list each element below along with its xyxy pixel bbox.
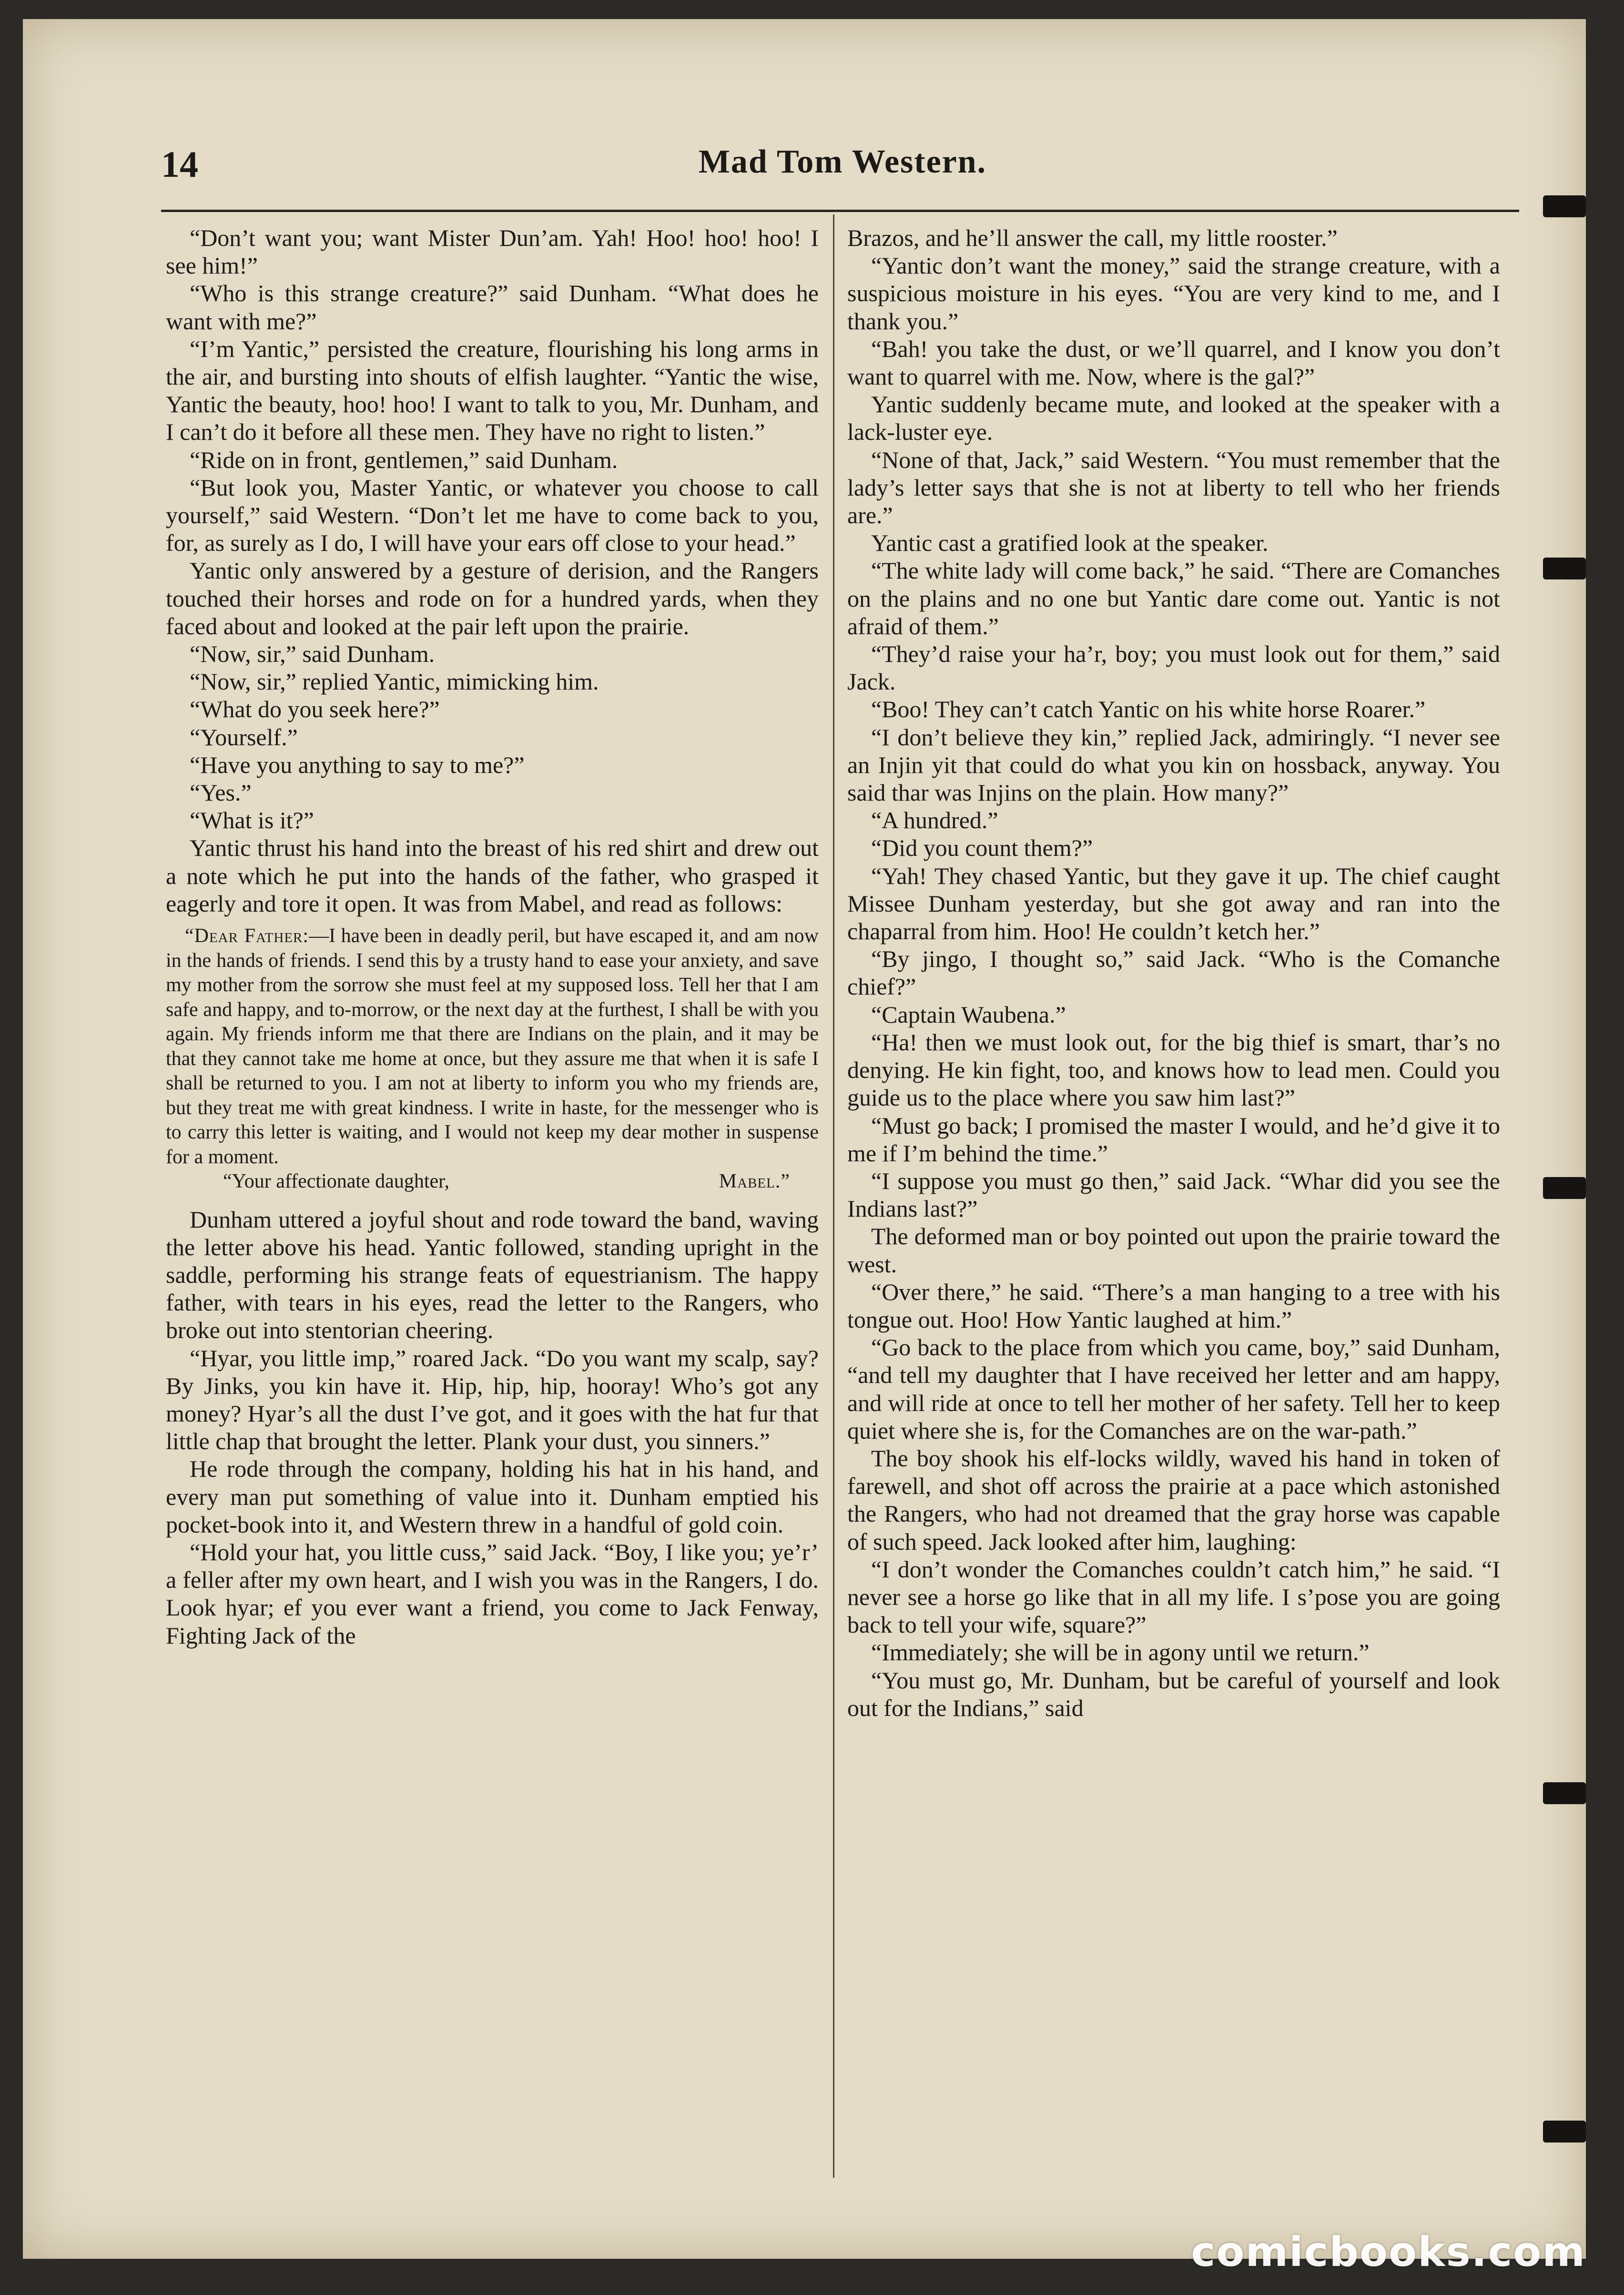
paragraph: “Have you anything to say to me?” [190, 751, 525, 778]
paragraph: “I’m Yantic,” persisted the creature, flourishing his long arms in the air, and bursting into shouts of elfish laughter. “Yantic the wise, Yantic the beauty, hoo! hoo! I want to talk to you, Mr. Dunham, and I can’t do it before all these men. They have no right to listen.” [166, 335, 819, 446]
paragraph: He rode through the company, holding his hat in his hand, and every man put something of value into it. Dunham emptied his pocket-book into it, and Western threw in a handful of gold coin. [166, 1455, 819, 1538]
paragraph: Yantic only answered by a gesture of derision, and the Rangers touched their horses and rode on for a hundred yards, when they faced about and looked at the pair left upon the prairie. [166, 557, 819, 640]
binding-staple-mark [1543, 1782, 1586, 1804]
left-column [166, 224, 819, 2197]
paragraph: Yantic suddenly became mute, and looked at the speaker with a lack-luster eye. [847, 391, 1500, 446]
paragraph: “I suppose you must go then,” said Jack. “Whar did you see the Indians last?” [847, 1167, 1500, 1222]
magazine-page [23, 19, 1586, 2259]
paragraph: “Captain Waubena.” [871, 1001, 1066, 1028]
binding-staple-mark [1543, 558, 1586, 579]
paragraph: Yantic thrust his hand into the breast of his red shirt and drew out a note which he put into the hands of the father, who grasped it eagerly and tore it open. It was from Mabel, and read as follows: [166, 834, 819, 917]
binding-staple-mark [1543, 2121, 1586, 2143]
right-column [847, 224, 1500, 2197]
paragraph: “By jingo, I thought so,” said Jack. “Who is the Comanche chief?” [847, 945, 1500, 1000]
paragraph: “Who is this strange creature?” said Dunham. “What does he want with me?” [166, 280, 819, 335]
paragraph: “Yes.” [190, 779, 252, 806]
paragraph: “But look you, Master Yantic, or whatever you choose to call yourself,” said Western. “Don’t let me have to come back to you, for, as surely as I do, I will have your ears off close to your head.” [166, 474, 819, 557]
paragraph: “What do you seek here?” [190, 696, 440, 723]
binding-staple-mark [1543, 195, 1586, 217]
paragraph: “Don’t want you; want Mister Dun’am. Yah! Hoo! hoo! hoo! I see him!” [166, 224, 819, 279]
paragraph: “Must go back; I promised the master I would, and he’d give it to me if I’m behind the time.” [847, 1112, 1500, 1167]
mabel-letter [166, 924, 819, 1194]
paragraph: “Hold your hat, you little cuss,” said Jack. “Boy, I like you; ye’r’ a feller after my own heart, and I wish you was in the Rangers, I do. Look hyar; ef you ever want a friend, you come to Jack Fenway, Fighting Jack of the [166, 1539, 819, 1649]
paragraph: Dunham uttered a joyful shout and rode toward the band, waving the letter above his head. Yantic followed, standing upright in the saddle, performing his strange feats of equestrianism. The happy father, with tears in his eyes, read the letter to the Rangers, who broke out into stentorian cheering. [166, 1206, 819, 1344]
paragraph: “Now, sir,” replied Yantic, mimicking him. [190, 668, 599, 695]
column-divider [833, 214, 834, 2178]
letter-closing: “Your affectionate daughter, [223, 1170, 449, 1193]
paragraph: Yantic cast a gratified look at the speaker. [871, 529, 1269, 557]
paragraph: “A hundred.” [871, 807, 998, 834]
paragraph: “Over there,” he said. “There’s a man hanging to a tree with his tongue out. Hoo! How Yantic laughed at him.” [847, 1278, 1500, 1333]
paragraph: “Yantic don’t want the money,” said the strange creature, with a suspicious moisture in his eyes. “You are very kind to me, and I thank you.” [847, 252, 1500, 335]
paragraph: “Boo! They can’t catch Yantic on his white horse Roarer.” [871, 696, 1426, 723]
paragraph: “Immediately; she will be in agony until we return.” [871, 1639, 1370, 1666]
letter-salutation: “Dear Father: [185, 925, 309, 947]
paragraph: “None of that, Jack,” said Western. “You must remember that the lady’s letter says that she is not at liberty to tell who her friends are.” [847, 446, 1500, 529]
paragraph: “Did you count them?” [871, 834, 1093, 862]
paragraph: “Hyar, you little imp,” roared Jack. “Do you want my scalp, say? By Jinks, you kin have it. Hip, hip, hip, hooray! Who’s got any money? Hyar’s all the dust I’ve got, and it goes with the hat fur that little chap that brought the letter. Plank your dust, you sinners.” [166, 1344, 819, 1455]
letter-text: —I have been in deadly peril, but have escaped it, and am now in the hands of friends. I send this by a trusty hand to ease your anxiety, and save my mother from the sorrow she must feel at my supposed loss. Tell her that I am safe and happy, and to-morrow, or the next day at the furthest, I shall be with you again. My friends inform me that there are Indians on the plain, and it may be that they cannot take me home at once, but they assure me that when it is safe I shall be returned to you. I am not at liberty to inform you who my friends are, but they treat me with great kindness. I write in haste, for the messenger who is to carry this letter is waiting, and I would not keep my dear mother in suspense for a moment. [166, 925, 819, 1168]
paragraph: “You must go, Mr. Dunham, but be careful of yourself and look out for the Indians,” said [847, 1666, 1500, 1721]
paragraph: “Ride on in front, gentlemen,” said Dunham. [190, 446, 618, 473]
paragraph: The deformed man or boy pointed out upon the prairie toward the west. [847, 1223, 1500, 1278]
letter-signature: Mabel.” [719, 1170, 790, 1193]
paragraph: “What is it?” [190, 807, 314, 834]
page-header [161, 129, 1524, 195]
paragraph: “I don’t believe they kin,” replied Jack, admiringly. “I never see an Injin yit that could do what you kin on hossback, anyway. You said thar was Injins on the plain. How many?” [847, 723, 1500, 806]
paragraph: “I don’t wonder the Comanches couldn’t catch him,” he said. “I never see a horse go like that in all my life. I s’pose you are going back to tell your wife, square?” [847, 1555, 1500, 1638]
paragraph: “The white lady will come back,” he said. “There are Comanches on the plains and no one but Yantic dare come out. Yantic is not afraid of them.” [847, 557, 1500, 640]
page-number: 14 [161, 143, 198, 185]
letter-signoff [166, 1169, 819, 1194]
paragraph: The boy shook his elf-locks wildly, waved his hand in token of farewell, and shot off across the prairie at a pace which astonished the Rangers, who had not dreamed that the gray horse was capable of such speed. Jack looked after him, laughing: [847, 1444, 1500, 1555]
paragraph: “Now, sir,” said Dunham. [190, 640, 435, 668]
letter-body [166, 924, 819, 1169]
paragraph: “They’d raise your ha’r, boy; you must look out for them,” said Jack. [847, 640, 1500, 695]
paragraph: “Go back to the place from which you came, boy,” said Dunham, “and tell my daughter that I have received her letter and am happy, and will ride at once to tell her mother of her safety. Tell her to keep quiet where she is, for the Comanches are on the war-path.” [847, 1334, 1500, 1444]
site-watermark: comicbooks.com [1191, 2228, 1586, 2276]
binding-staple-mark [1543, 1177, 1586, 1199]
paragraph: Brazos, and he’ll answer the call, my little rooster.” [847, 224, 1338, 251]
paragraph: “Bah! you take the dust, or we’ll quarrel, and I know you don’t want to quarrel with me. Now, where is the gal?” [847, 335, 1500, 390]
paragraph: “Yah! They chased Yantic, but they gave it up. The chief caught Missee Dunham yesterday, but she got away and ran into the chaparral from him. Hoo! He couldn’t ketch her.” [847, 862, 1500, 945]
paragraph: “Ha! then we must look out, for the big thief is smart, thar’s no denying. He kin fight, too, and knows how to lead men. Could you guide us to the place where you saw him last?” [847, 1028, 1500, 1111]
paragraph: “Yourself.” [190, 723, 298, 751]
running-title: Mad Tom Western. [698, 143, 987, 180]
header-rule [161, 210, 1519, 212]
